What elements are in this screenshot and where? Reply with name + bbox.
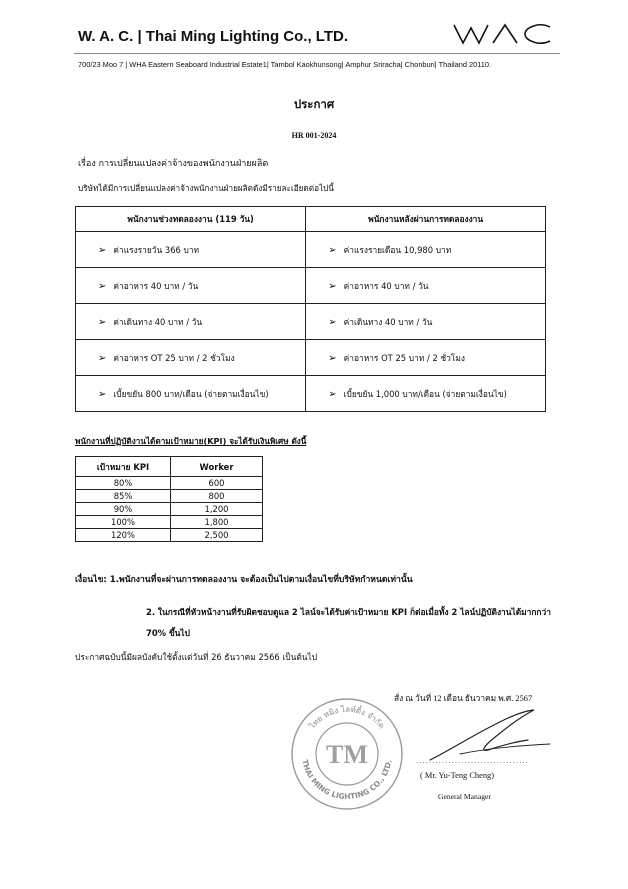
post-probation-cell: ➢ ค่าอาหาร 40 บาท / วัน	[306, 268, 546, 304]
post-probation-cell: ➢ ค่าแรงรายเดือน 10,980 บาท	[306, 232, 546, 268]
svg-text:TM: TM	[326, 740, 368, 769]
arrow-bullet-icon: ➢	[328, 244, 337, 256]
wac-logo	[452, 22, 554, 46]
table-row	[76, 268, 546, 304]
kpi-target: 80%	[76, 477, 171, 490]
signature-line: ...................................	[416, 757, 529, 765]
kpi-target-header: เป้าหมาย KPI	[76, 457, 171, 477]
table-row	[76, 490, 263, 503]
arrow-bullet-icon: ➢	[98, 352, 107, 364]
header-divider	[74, 53, 560, 54]
company-address: 700/23 Moo 7 | WHA Eastern Seaboard Industrial Estate1| Tambol Kaokhunsong| Amphur Sriracha| Chonburi| Thailand 20110.	[78, 60, 492, 69]
company-seal-icon	[288, 695, 406, 813]
arrow-bullet-icon: ➢	[98, 388, 107, 400]
kpi-bonus: 2,500	[171, 529, 263, 542]
probation-cell: ➢ ค่าแรงรายวัน 366 บาท	[76, 232, 306, 268]
wage-table	[75, 206, 546, 412]
kpi-heading: พนักงานที่ปฏิบัติงานได้ตามเป้าหมาย(KPI) จะได้รับเงินพิเศษ ดังนี้	[75, 436, 307, 446]
table-row	[76, 516, 263, 529]
kpi-bonus: 1,200	[171, 503, 263, 516]
kpi-target: 100%	[76, 516, 171, 529]
arrow-bullet-icon: ➢	[98, 280, 107, 292]
kpi-table	[75, 456, 263, 542]
table-row	[76, 304, 546, 340]
kpi-target: 90%	[76, 503, 171, 516]
post-probation-cell: ➢ ค่าเดินทาง 40 บาท / วัน	[306, 304, 546, 340]
document-title: ประกาศ	[293, 97, 335, 111]
table-row	[76, 376, 546, 412]
post-probation-cell: ➢ ค่าอาหาร OT 25 บาท / 2 ชั่วโมง	[306, 340, 546, 376]
table-row	[76, 340, 546, 376]
kpi-bonus: 600	[171, 477, 263, 490]
kpi-table-header	[76, 457, 263, 477]
probation-cell: ➢ ค่าเดินทาง 40 บาท / วัน	[76, 304, 306, 340]
probation-header: พนักงานช่วงทดลองงาน (119 วัน)	[76, 207, 306, 232]
arrow-bullet-icon: ➢	[328, 316, 337, 328]
arrow-bullet-icon: ➢	[98, 316, 107, 328]
subject-line: เรื่อง การเปลี่ยนแปลงค่าจ้างของพนักงานฝ่ายผลิต	[78, 159, 269, 169]
arrow-bullet-icon: ➢	[328, 280, 337, 292]
effective-date-text: ประกาศฉบับนี้มีผลบังคับใช้ตั้งแต่วันที่ 26 ธันวาคม 2566 เป็นต้นไป	[75, 652, 318, 662]
table-row	[76, 477, 263, 490]
post-probation-header: พนักงานหลังผ่านการทดลองงาน	[306, 207, 546, 232]
condition-2: 2. ในกรณีที่หัวหน้างานที่รับผิดชอบดูแล 2 ไลน์จะได้รับค่าเป้าหมาย KPI ก็ต่อเมื่อทั้ง 2 ไลน์ปฏิบัติงานได้มากกว่า 70% ขึ้นไป	[146, 607, 551, 638]
arrow-bullet-icon: ➢	[328, 388, 337, 400]
probation-cell: ➢ ค่าอาหาร 40 บาท / วัน	[76, 268, 306, 304]
arrow-bullet-icon: ➢	[328, 352, 337, 364]
sign-date: สั่ง ณ วันที่ 12 เดือน ธันวาคม พ.ศ. 2567	[394, 694, 533, 703]
kpi-bonus: 1,800	[171, 516, 263, 529]
post-probation-cell: ➢ เบี้ยขยัน 1,000 บาท/เดือน (จ่ายตามเงื่อนไข)	[306, 376, 546, 412]
table-row	[76, 529, 263, 542]
company-name: W. A. C. | Thai Ming Lighting Co., LTD.	[78, 28, 348, 45]
kpi-bonus: 800	[171, 490, 263, 503]
reference-number: HR 001-2024	[291, 131, 337, 140]
kpi-target: 120%	[76, 529, 171, 542]
svg-text:THAI MING LIGHTING CO., LTD.: THAI MING LIGHTING CO., LTD.	[300, 758, 394, 802]
probation-cell: ➢ เบี้ยขยัน 800 บาท/เดือน (จ่ายตามเงื่อนไข)	[76, 376, 306, 412]
wage-table-header	[76, 207, 546, 232]
kpi-worker-header: Worker	[171, 457, 263, 477]
intro-text: บริษัทได้มีการเปลี่ยนแปลงค่าจ้างพนักงานฝ่ายผลิตดังมีรายละเอียดต่อไปนี้	[78, 183, 334, 193]
signer-name: ( Mr. Yu-Teng Cheng)	[420, 771, 494, 780]
table-row	[76, 503, 263, 516]
arrow-bullet-icon: ➢	[98, 244, 107, 256]
signer-position: General Manager	[438, 792, 491, 801]
probation-cell: ➢ ค่าอาหาร OT 25 บาท / 2 ชั่วโมง	[76, 340, 306, 376]
condition-1: เงื่อนไข: 1.พนักงานที่จะผ่านการทดลองงาน จะต้องเป็นไปตามเงื่อนไขที่บริษัทกำหนดเท่านั้น	[75, 575, 413, 585]
svg-text:ไทย หมิง ไลท์ติ้ง จำกัด: ไทย หมิง ไลท์ติ้ง จำกัด	[307, 704, 387, 731]
kpi-target: 85%	[76, 490, 171, 503]
table-row	[76, 232, 546, 268]
